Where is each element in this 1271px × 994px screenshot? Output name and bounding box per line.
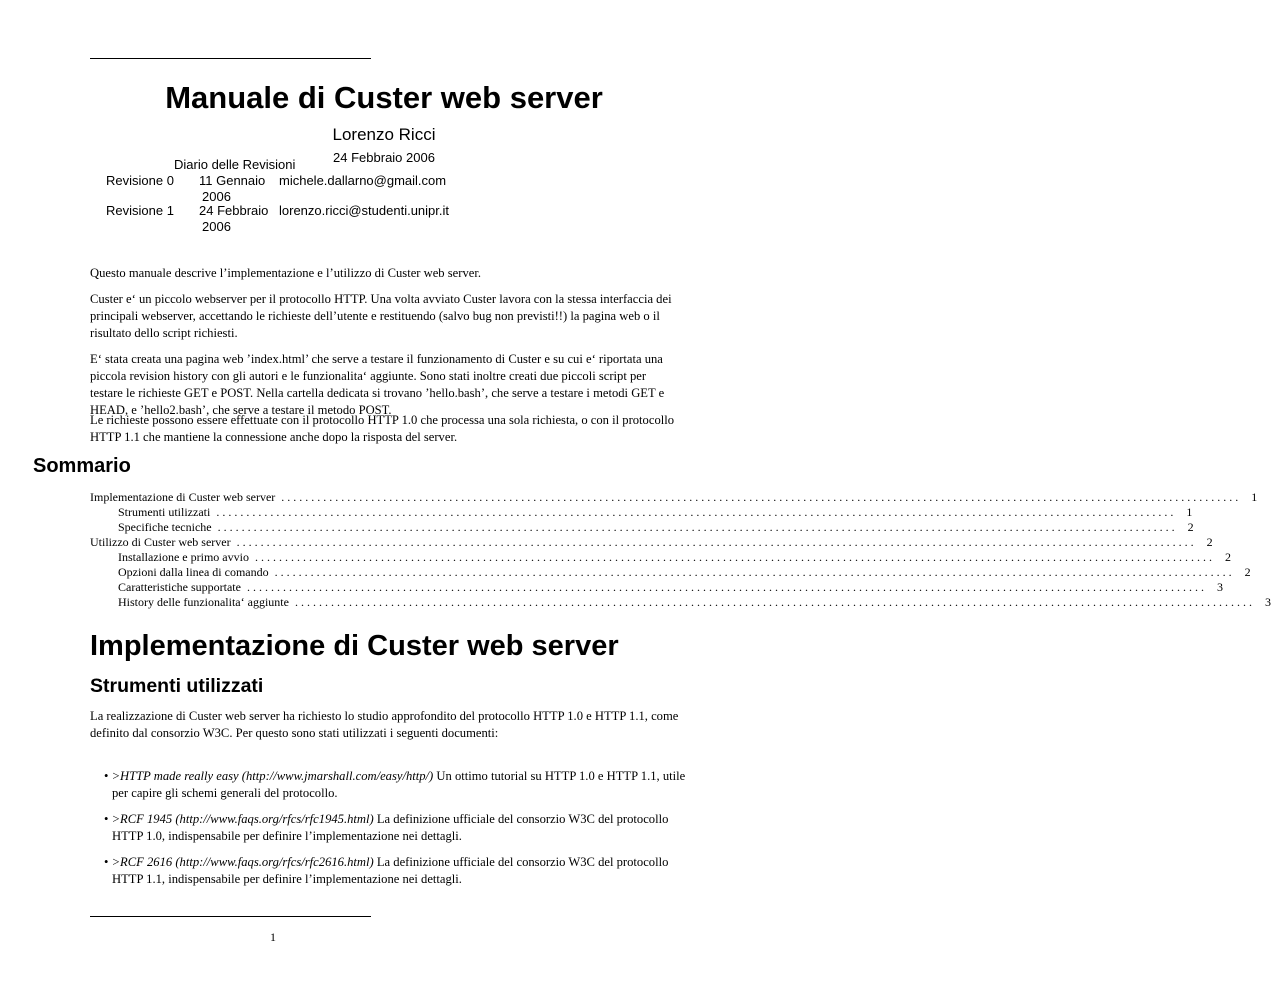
reference-list-item: • >RCF 2616 (http://www.faqs.org/rfcs/rfc2616.html) La definizione ufficiale del consorzio W3C del protocollo HTTP 1.1, indispensabile per definire l’implementazione nei dettagli.	[104, 855, 669, 886]
revision-email: lorenzo.ricci@studenti.unipr.it	[279, 203, 449, 218]
revision-date	[199, 173, 275, 205]
toc-heading: Sommario	[33, 455, 131, 477]
intro-paragraph: Le richieste possono essere effettuate con il protocollo HTTP 1.0 che processa una sola richiesta, o con il protocollo HTTP 1.1 che mantiene la connessione anche dopo la risposta del server.	[90, 413, 675, 444]
revision-email: michele.dallarno@gmail.com	[279, 173, 447, 188]
toc-entry[interactable]	[118, 595, 1271, 609]
toc-entry[interactable]	[118, 505, 1193, 519]
toc-entry-label: Implementazione di Custer web server	[90, 490, 276, 504]
toc-entry-page: 3	[1264, 595, 1271, 609]
toc-entry[interactable]	[118, 580, 1223, 594]
reference-list-item: • >HTTP made really easy (http://www.jmarshall.com/easy/http/) Un ottimo tutorial su HTTP 1.0 e HTTP 1.1, utile per capire gli schemi generali del protocollo.	[104, 769, 686, 800]
toc-entry-page: 1	[1186, 505, 1193, 519]
section-heading: Implementazione di Custer web server	[90, 630, 619, 662]
revision-history-caption: Diario delle Revisioni	[174, 157, 296, 172]
toc-entry-page: 1	[1251, 490, 1258, 504]
page-number: 1	[270, 930, 276, 944]
toc-entry-page: 2	[1187, 520, 1194, 534]
revision-label: Revisione 0	[106, 173, 174, 188]
reference-link[interactable]: >RCF 2616 (http://www.faqs.org/rfcs/rfc2616.html)	[111, 855, 374, 869]
revision-label: Revisione 1	[106, 203, 174, 218]
toc-leader-dots: ................................................................................................................................................................	[294, 595, 1255, 609]
section-paragraph: La realizzazione di Custer web server ha richiesto lo studio approfondito del protocollo HTTP 1.0 e HTTP 1.1, come definito dal consorzio W3C. Per questo sono stati utilizzati i seguenti documenti:	[90, 709, 679, 740]
toc-entry[interactable]	[118, 550, 1231, 564]
toc-entry-label: Strumenti utilizzati	[118, 505, 211, 519]
document-date: 24 Febbraio 2006	[333, 150, 435, 165]
reference-link[interactable]: >RCF 1945 (http://www.faqs.org/rfcs/rfc1945.html)	[111, 812, 374, 826]
toc-entry-label: Caratteristiche supportate	[118, 580, 241, 594]
document-title: Manuale di Custer web server	[165, 80, 603, 115]
toc-entry[interactable]	[118, 565, 1251, 579]
toc-leader-dots: ................................................................................................................................................................	[274, 565, 1235, 579]
revision-date-line: 2006	[202, 189, 231, 204]
toc-entry-label: Specifiche tecniche	[118, 520, 212, 534]
toc-leader-dots: ................................................................................................................................................................	[281, 490, 1242, 504]
toc-leader-dots: ................................................................................................................................................................	[236, 535, 1197, 549]
toc-entry-page: 2	[1244, 565, 1251, 579]
toc-leader-dots: ................................................................................................................................................................	[254, 550, 1215, 564]
toc-entry-label: Utilizzo di Custer web server	[90, 535, 231, 549]
reference-list-item: • >RCF 1945 (http://www.faqs.org/rfcs/rfc1945.html) La definizione ufficiale del consorzio W3C del protocollo HTTP 1.0, indispensabile per definire l’implementazione nei dettagli.	[104, 812, 669, 843]
toc-entry-label: History delle funzionalita‘ aggiunte	[118, 595, 289, 609]
reference-link[interactable]: >HTTP made really easy (http://www.jmarshall.com/easy/http/)	[111, 769, 434, 783]
revision-date-line: 11 Gennaio	[199, 173, 266, 188]
document-author: Lorenzo Ricci	[332, 125, 436, 144]
intro-paragraph: E‘ stata creata una pagina web ’index.html’ che serve a testare il funzionamento di Custer e su cui e‘ riportata una piccola revision history con gli autori e le funzionalita‘ aggiunte. Sono stati inoltre creati due piccoli script per testare le richieste GET e POST. Nella cartella dedicata si trovano ’hello.bash’, che serve a testare i metodi GET e HEAD, e ’hello2.bash’, che serve a testare il metodo POST.	[90, 352, 665, 417]
intro-paragraph: Questo manuale descrive l’implementazione e l’utilizzo di Custer web server.	[90, 266, 481, 280]
intro-paragraph: Custer e‘ un piccolo webserver per il protocollo HTTP. Una volta avviato Custer lavora con la stessa interfaccia dei principali webserver, accettando le richieste dell’utente e restituendo (salvo bug non previsti!!) la pagina web o il risultato dello script richiesti.	[90, 292, 672, 340]
toc-entry-label: Opzioni dalla linea di comando	[118, 565, 269, 579]
reference-description: Un ottimo tutorial su HTTP 1.0 e HTTP 1.1, utile per capire gli schemi generali del protocollo.	[112, 769, 686, 800]
subsection-heading: Strumenti utilizzati	[90, 675, 264, 697]
toc-entry[interactable]	[90, 535, 1213, 549]
footer-rule	[90, 916, 371, 917]
revision-date-line: 2006	[202, 219, 231, 234]
reference-description: La definizione ufficiale del consorzio W3C del protocollo HTTP 1.0, indispensabile per definire l’implementazione nei dettagli.	[112, 812, 669, 843]
toc-leader-dots: ................................................................................................................................................................	[246, 580, 1207, 594]
revision-date-line: 24 Febbraio	[199, 203, 269, 218]
reference-description: La definizione ufficiale del consorzio W3C del protocollo HTTP 1.1, indispensabile per definire l’implementazione nei dettagli.	[112, 855, 669, 886]
toc-entry-label: Installazione e primo avvio	[118, 550, 249, 564]
toc-entry[interactable]	[90, 490, 1258, 504]
toc-leader-dots: ................................................................................................................................................................	[216, 505, 1177, 519]
toc-entry-page: 2	[1206, 535, 1213, 549]
revision-date	[199, 203, 275, 235]
toc-leader-dots: ................................................................................................................................................................	[217, 520, 1178, 534]
toc-entry[interactable]	[118, 520, 1194, 534]
header-rule	[90, 58, 371, 59]
toc-entry-page: 2	[1224, 550, 1231, 564]
toc-entry-page: 3	[1216, 580, 1223, 594]
